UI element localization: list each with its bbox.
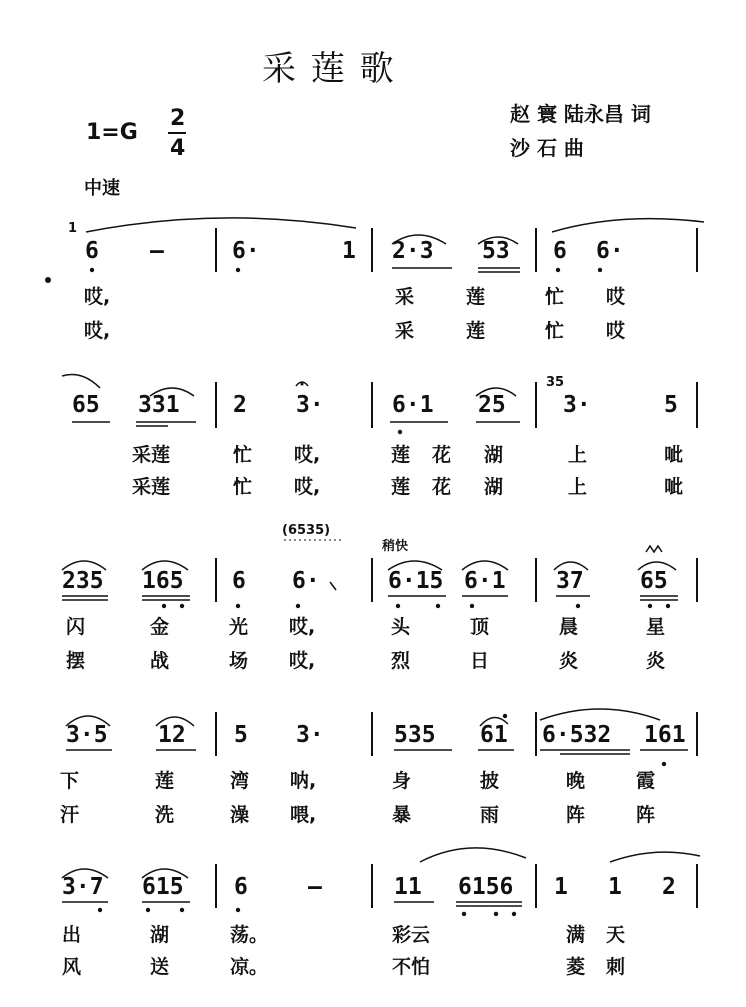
note: 6·532 (542, 722, 612, 748)
lyric: 莲 (466, 320, 486, 342)
slur (62, 561, 106, 570)
lyric: 风 (62, 956, 82, 978)
slur (638, 562, 676, 570)
lyric: 忙 (545, 320, 565, 342)
lyric: 呐, (290, 770, 317, 792)
octave-dot (236, 268, 240, 272)
slur (86, 218, 356, 232)
lyric: 彩云 (392, 924, 431, 946)
lyric: 菱 (566, 956, 586, 978)
octave-dot (576, 604, 580, 608)
lyric: 身 (392, 770, 412, 792)
octave-dot (396, 604, 400, 608)
lyric: 哎, (289, 616, 316, 638)
lyric: 刺 (606, 956, 626, 978)
lyric: 忙 (545, 286, 565, 308)
composer-credit: 沙 石 曲 (510, 136, 584, 160)
lyric: 哎 (606, 320, 626, 342)
lyric: 莲 (155, 770, 175, 792)
octave-dot (90, 268, 94, 272)
note: 6 (234, 874, 248, 900)
note: 6 (553, 238, 567, 264)
note: 615 (142, 874, 184, 900)
octave-dot (146, 908, 150, 912)
note: 6156 (458, 874, 514, 900)
lyric: 金 (150, 616, 170, 638)
slur (142, 561, 188, 570)
time-sig-bottom: 4 (170, 136, 186, 161)
note: 5 (664, 392, 678, 418)
note: 6·1 (392, 392, 434, 418)
note: 1 (342, 238, 356, 264)
tempo-marking: 中速 (84, 178, 120, 199)
lyric: 闪 (66, 616, 86, 638)
note: — (308, 874, 322, 900)
note: 235 (62, 568, 104, 594)
lyric: 呲 (664, 444, 684, 466)
lyric: 战 (150, 650, 170, 672)
mordent (646, 546, 662, 552)
lyric: 澡 (230, 804, 250, 826)
note: 53 (482, 238, 510, 264)
note: 5 (234, 722, 248, 748)
ink-mark (45, 277, 51, 283)
octave-dot (666, 604, 670, 608)
slur (142, 869, 188, 878)
lyric: 采莲 (132, 476, 171, 498)
slur (554, 562, 588, 570)
lyric: 忙 (233, 476, 253, 498)
note: 3·7 (62, 874, 104, 900)
lyric: 哎, (294, 444, 321, 466)
slur (476, 388, 516, 396)
lyric: 场 (229, 650, 249, 672)
lyric: 阵 (566, 804, 586, 826)
lyric: 天 (606, 924, 626, 946)
key-signature: 1=G (86, 120, 138, 145)
lyric: 荡。 (230, 924, 269, 946)
lyric: 哎, (84, 286, 111, 308)
note: 6 (85, 238, 99, 264)
note: 25 (478, 392, 506, 418)
lyric: 不怕 (392, 956, 431, 978)
song-title: 采 莲 歌 (262, 49, 396, 89)
lyric: 洗 (155, 804, 175, 826)
slur (392, 235, 446, 244)
lyric: 上 (568, 476, 588, 498)
lyric: 炎 (559, 650, 579, 672)
slur (66, 716, 110, 726)
octave-dot (648, 604, 652, 608)
octave-dot (598, 268, 602, 272)
octave-dot (236, 604, 240, 608)
lyric: 采莲 (132, 444, 171, 466)
lyric: 炎 (646, 650, 666, 672)
note: 3· (296, 392, 324, 418)
note: 11 (394, 874, 422, 900)
slur (610, 852, 700, 862)
note: 1 (554, 874, 568, 900)
octave-dot (296, 604, 300, 608)
note: 6· (232, 238, 260, 264)
note: 2 (233, 392, 247, 418)
lyric: 摆 (66, 650, 86, 672)
grace-note: 35 (546, 375, 565, 390)
lyric: 哎 (606, 286, 626, 308)
lyric: 莲 (466, 286, 486, 308)
lyric: 光 (229, 616, 249, 638)
octave-dot (162, 604, 166, 608)
octave-dot (398, 430, 402, 434)
note: 61 (480, 722, 508, 748)
note: 2·3 (392, 238, 434, 264)
slur (388, 561, 442, 570)
lyric: 烈 (391, 650, 411, 672)
tempo-change: 稍快 (382, 539, 409, 554)
note: 3· (563, 392, 591, 418)
slur (62, 375, 100, 389)
slur (62, 869, 108, 878)
lyric: 上 (568, 444, 588, 466)
lyric: 暴 (392, 804, 412, 826)
time-sig-top: 2 (170, 106, 186, 131)
note: 3·5 (66, 722, 108, 748)
note: 6·1 (464, 568, 506, 594)
note: 6·15 (388, 568, 444, 594)
lyric: 哎, (294, 476, 321, 498)
octave-dot (462, 912, 466, 916)
lyric: 喂, (290, 804, 317, 826)
slur (420, 848, 526, 862)
lyric: 采 (395, 320, 415, 342)
lyric: 晚 (566, 770, 586, 792)
lyric: 湖 (484, 476, 504, 498)
note: 6· (596, 238, 624, 264)
note: 3· (296, 722, 324, 748)
slur (540, 709, 660, 720)
octave-dot (470, 604, 474, 608)
variant-annotation: (6535) (282, 523, 331, 538)
note: 161 (644, 722, 686, 748)
lyric: 呲 (664, 476, 684, 498)
octave-dot (662, 762, 666, 766)
slur (150, 388, 194, 396)
lyric: 哎, (289, 650, 316, 672)
note: 331 (138, 392, 180, 418)
lyric: 花 (432, 444, 452, 466)
lyric: 采 (395, 286, 415, 308)
lyric: 阵 (636, 804, 656, 826)
lyric: 忙 (233, 444, 253, 466)
note: 6· (292, 568, 320, 594)
lyric: 出 (62, 924, 82, 946)
lyric: 莲 (391, 444, 411, 466)
octave-dot (180, 908, 184, 912)
note: 535 (394, 722, 436, 748)
lyric: 下 (60, 770, 80, 792)
note: 12 (158, 722, 186, 748)
slur (462, 561, 508, 570)
lyric: 凉。 (230, 956, 269, 978)
note: 65 (72, 392, 100, 418)
octave-dot (436, 604, 440, 608)
lyric: 头 (391, 616, 411, 638)
octave-dot (503, 714, 507, 718)
note: 2 (662, 874, 676, 900)
lyric: 湖 (150, 924, 170, 946)
octave-dot (512, 912, 516, 916)
breath-mark (330, 582, 336, 590)
slur (480, 717, 508, 726)
note: — (150, 238, 164, 264)
note: 37 (556, 568, 584, 594)
lyric: 莲 (391, 476, 411, 498)
octave-dot (494, 912, 498, 916)
lyric: 晨 (559, 616, 579, 638)
lyric: 顶 (470, 616, 490, 638)
lyric: 哎, (84, 320, 111, 342)
note: 6 (232, 568, 246, 594)
note: 65 (640, 568, 668, 594)
lyric: 汗 (60, 804, 80, 826)
lyric: 星 (646, 616, 666, 638)
slur (552, 219, 704, 232)
lyric: 日 (470, 650, 490, 672)
fermata-dot (301, 383, 304, 386)
octave-dot (98, 908, 102, 912)
octave-dot (180, 604, 184, 608)
note: 165 (142, 568, 184, 594)
lyric: 湖 (484, 444, 504, 466)
lyric: 满 (566, 924, 586, 946)
lyric: 霞 (636, 770, 656, 792)
lyric: 湾 (230, 770, 250, 792)
lyric: 披 (480, 770, 500, 792)
note: 1 (608, 874, 622, 900)
lyric: 花 (432, 476, 452, 498)
lyric: 雨 (480, 804, 500, 826)
slur (478, 237, 518, 244)
grace-note: 1 (68, 221, 78, 236)
lyric: 送 (150, 956, 170, 978)
lyricist-credit: 赵 寰 陆永昌 词 (510, 102, 651, 126)
octave-dot (556, 268, 560, 272)
slur (156, 717, 194, 726)
octave-dot (236, 908, 240, 912)
